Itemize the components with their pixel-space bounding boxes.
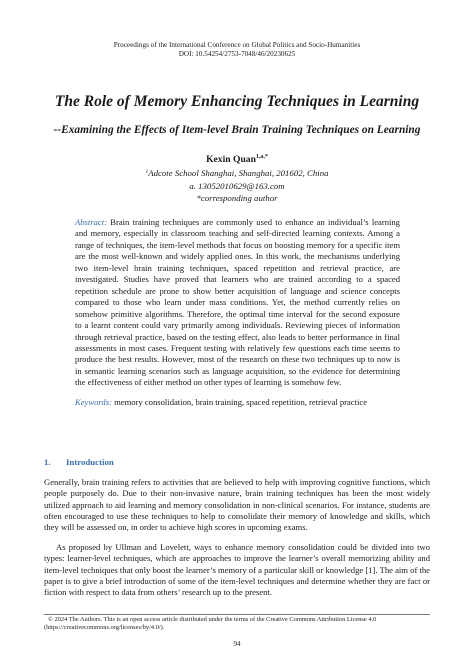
affiliation-institution: Adcote School Shanghai, Shanghai, 201602, China <box>148 168 329 178</box>
keywords-text: memory consolidation, brain training, spaced repetition, retrieval practice <box>114 397 368 407</box>
affiliation-email: a. 13052010629@163.com <box>189 180 285 191</box>
page-number: 94 <box>233 640 241 648</box>
license-footer <box>44 616 430 632</box>
paper-subtitle: --Examining the Effects of Item-level Brain Training Techniques on Learning <box>53 124 421 136</box>
proceedings-title: Proceedings of the International Conference on Global Politics and Socio-Humanities <box>113 41 361 49</box>
intro-paragraph-1: Generally, brain training refers to activities that are believed to help with improving cognitive functions, which people purposely do. Due to their non-invasive nature, brain training techniques has been the most widely utilized approach to aid learning and memory consolidation in non-clinical scenarios. For instance, students are often encouraged to use these techniques to help to consolidate their memory of knowledge and skills, which they will be assessed on, in order to achieve high scores in upcoming exams. <box>44 477 430 533</box>
affiliation-institution-line <box>0 166 474 180</box>
keywords <box>75 397 400 408</box>
paper-title: The Role of Memory Enhancing Techniques in Learning <box>54 93 420 110</box>
abstract-text: Brain training techniques are commonly used to enhance an individual’s learning and memory, especially in classroom teaching and self-directed learning contexts. Among a range of techniques, the item-level methods that focus on boosting memory for a specific item are the most well-known and widely applied ones. In this work, the mechanisms underlying two item-level brain training techniques, spaced repetition and retrieval practice, are investigated. Studies have proved that learners who are trained according to a spaced repetition schedule are prone to show better acquisition of language and science concepts compared to those who learn under mass conditions. Yet, the method currently relies on somehow primitive algorithms. Therefore, the optimal time interval for the second exposure to a learnt content could vary primarily among individuals. Reviewing pieces of information through retrieval practice, based on the testing effect, also leads to better performance in final assessments in most cases. Frequent testing with relatively few questions each time seems to produce the best results. However, most of the research on these two techniques up to now is in semantic learning scenarios such as language acquisition, so the evidence for determining the effectiveness of either method on other types of learning is somehow few. <box>75 217 400 388</box>
intro-paragraph-2: As proposed by Ullman and Lovelett, ways to enhance memory consolidation could be divided into two types: learner-level techniques, which are approaches to improve the learner’s overall memorizing ability and item-level techniques that only boost the learner’s memory of a particular skill or knowledge [1]. The aim of the paper is to give a brief introduction of some of the item-level techniques and determine whether they are fact or fiction with respect to data from others’ research up to the present. <box>44 542 430 598</box>
author-line <box>0 151 474 166</box>
license-url: (https://creativecommons.org/licenses/by/4.0/). <box>44 624 165 631</box>
section-heading-introduction <box>44 457 114 468</box>
section-number: 1. <box>44 457 51 467</box>
affiliation-block <box>0 166 474 205</box>
affiliation-mark: 1 <box>145 169 149 175</box>
doi: DOI: 10.54254/2753-7048/46/20230625 <box>178 50 296 58</box>
abstract-label: Abstract: <box>75 217 107 227</box>
section-title: Introduction <box>66 457 114 467</box>
author-name: Kexin Quan <box>206 154 256 165</box>
abstract <box>75 217 400 389</box>
corresponding-note: *corresponding author <box>196 193 278 203</box>
footer-divider <box>44 614 430 615</box>
proceedings-header <box>0 41 474 59</box>
author-marks: 1,a,* <box>255 154 268 160</box>
keywords-label: Keywords: <box>75 397 112 407</box>
license-text: © 2024 The Authors. This is an open access article distributed under the terms of the Creative Commons Attribution License 4.0 <box>48 616 377 623</box>
